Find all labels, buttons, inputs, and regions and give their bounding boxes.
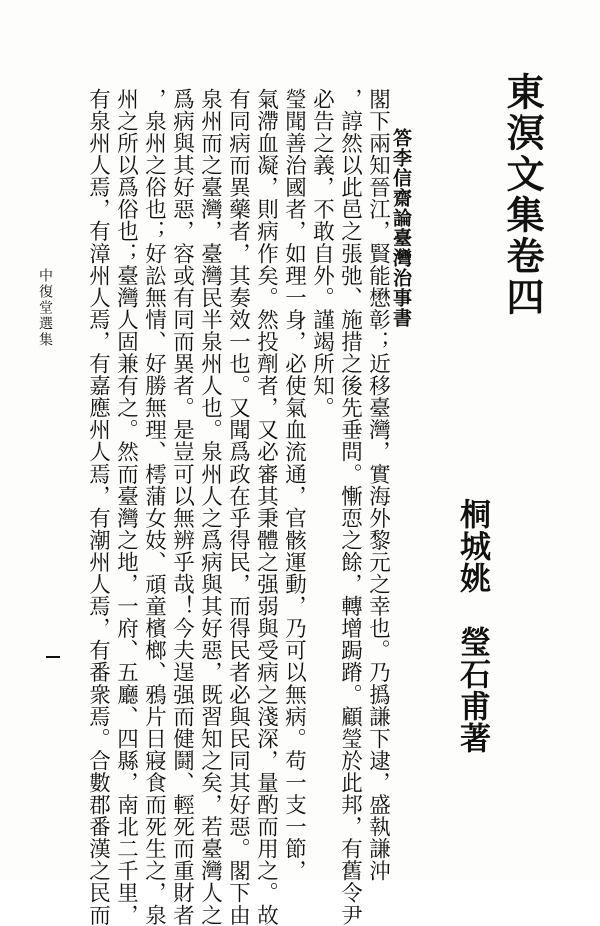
running-head: 中復堂選集 [37,268,53,348]
body-column: 氣滯血凝，則病作矣。然投劑者，又必審其秉體之强弱與受病之淺深，量酌而用之。故 [253,88,279,926]
author-line: 桐城姚 瑩石甫著 [454,498,490,754]
body-column: 閣下兩知晉江，賢能懋彰；近移臺灣，實海外黎元之幸也。乃撝謙下逮，盛執謙沖 [365,88,391,882]
article-title: 答李信齋論臺灣治事書 [390,128,412,328]
body-column: 泉州而之臺灣，臺灣民半泉州人也。泉州人之爲病與其好惡，既習知之矣，若臺灣人之 [197,88,223,926]
body-column: 有泉州人焉，有漳州人焉，有嘉應州人焉，有潮州人焉，有番衆焉。合數郡番漢之民而 [85,88,111,926]
page-number [46,656,60,658]
body-column: 有同病而異藥者，其奏效一也。又聞爲政在乎得民，而得民者必與民同其好惡。閣下由 [225,88,251,926]
body-column: ，泉州之俗也；好訟無情、好勝無理、樗蒲女妓、頑童檳榔、鴉片日寢食而死生之，泉 [141,88,167,926]
body-column: 爲病與其好惡，容或有同而異者。是豈可以無辨乎哉！今夫逞强而健鬪、輕死而重財者 [169,88,195,926]
body-column: 必告之義，不敢自外。謹竭所知。 [309,88,335,419]
body-column: ，諄然以此邑之張弛、施措之後先垂問。慚恧之餘，轉增跼蹐。顧瑩於此邦，有舊令尹 [337,88,363,926]
book-title: 東溟文集卷四 [500,72,545,318]
body-column: 州之所以爲俗也；臺灣人固兼有之。然而臺灣之地，一府、五廳、四縣，南北二千里， [113,88,139,926]
body-column: 瑩聞善治國者，如理一身，必使氣血流通，官骸運動，乃可以無病。苟一支一節， [281,88,307,882]
